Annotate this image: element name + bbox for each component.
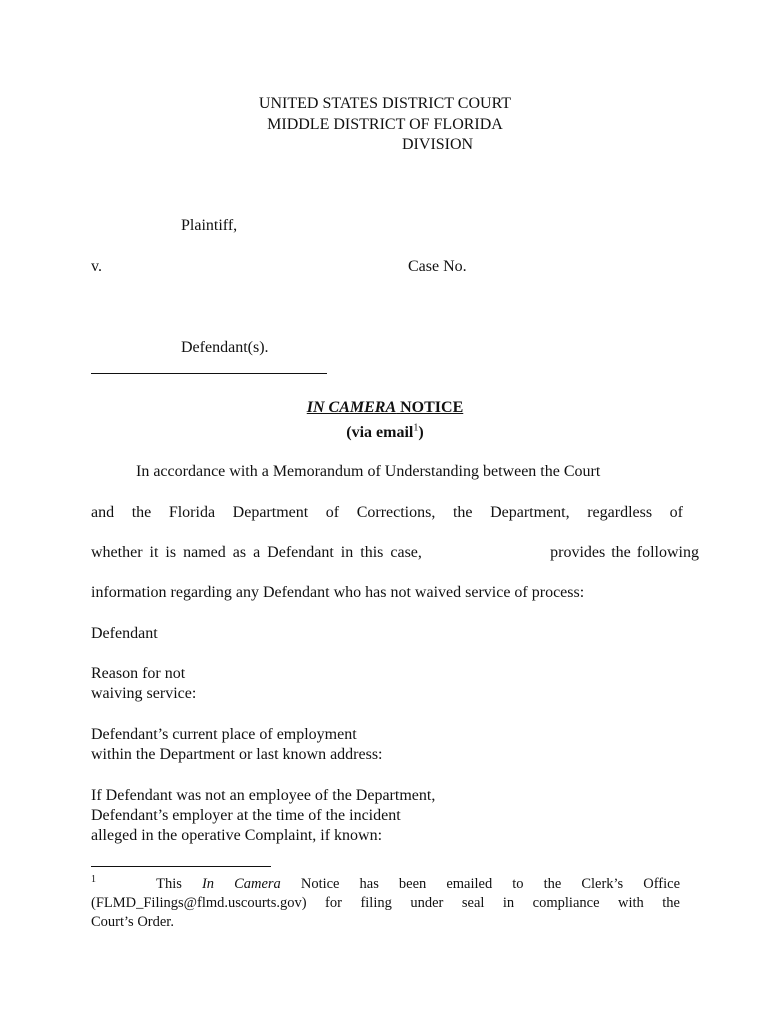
document-subtitle: [0, 423, 770, 443]
footnote-line-2: (FLMD_Filings@flmd.uscourts.gov) for filing under seal in compliance with the: [91, 895, 680, 911]
reason-label-line-1: Reason for not: [91, 665, 186, 682]
versus-label: v.: [91, 258, 102, 275]
employer-label-line-2: Defendant’s employer at the time of the incident: [91, 807, 401, 824]
title-italic: IN CAMERA: [306, 399, 397, 416]
footnote-in-camera: In Camera: [201, 876, 281, 892]
body-line-4: information regarding any Defendant who has not waived service of process:: [91, 584, 585, 601]
footnote-marker: 1: [91, 874, 96, 886]
employer-label-line-1: If Defendant was not an employee of the Department,: [91, 787, 436, 804]
body-line-3: [91, 543, 699, 563]
footnote-reference: 1: [413, 422, 419, 434]
court-name: UNITED STATES DISTRICT COURT: [258, 95, 512, 112]
body-line-1: In accordance with a Memorandum of Understanding between the Court: [136, 463, 601, 480]
body-line-2: and the Florida Department of Corrections, the Department, regardless of: [91, 504, 683, 521]
body-line-3a: whether it is named as a Defendant in this case,: [91, 544, 422, 561]
case-number-label: Case No.: [408, 258, 467, 275]
document-title: [0, 398, 770, 418]
defendants-label: Defendant(s).: [181, 339, 269, 356]
footnote-line-1: [91, 875, 680, 894]
division-label: DIVISION: [402, 136, 474, 153]
title-rest: NOTICE: [396, 399, 464, 416]
employment-label-line-1: Defendant’s current place of employment: [91, 726, 357, 743]
employer-label-line-3: alleged in the operative Complaint, if known:: [91, 827, 383, 844]
footnote-line-3: Court’s Order.: [91, 914, 174, 930]
body-line-3b: provides the following: [550, 544, 699, 561]
subtitle-close: ): [418, 424, 424, 441]
subtitle-open: (via email: [346, 424, 414, 441]
district-name: MIDDLE DISTRICT OF FLORIDA: [267, 116, 503, 133]
footnote: [91, 875, 680, 932]
footnote-divider: [91, 866, 271, 867]
employment-label-line-2: within the Department or last known address:: [91, 746, 383, 763]
caption-divider: [91, 373, 327, 374]
plaintiff-label: Plaintiff,: [181, 217, 238, 234]
title-text: [307, 399, 464, 416]
footnote-line-1-rest: Notice has been emailed to the Clerk’s Office: [300, 876, 681, 892]
footnote-this: This: [156, 876, 182, 892]
reason-label-line-2: waiving service:: [91, 685, 197, 702]
defendant-field-label: Defendant: [91, 625, 158, 642]
